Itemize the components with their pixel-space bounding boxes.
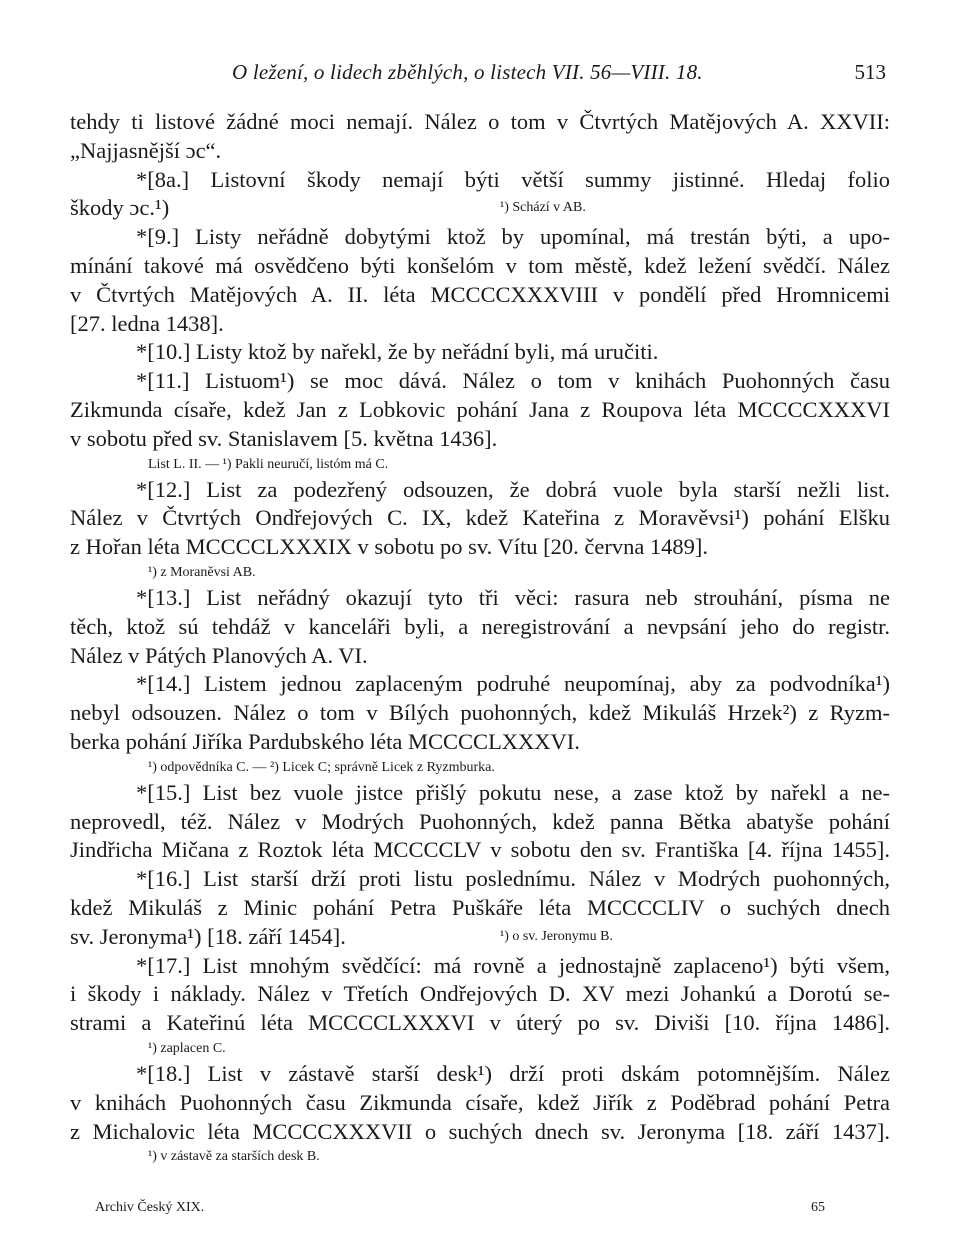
page-header — [0, 60, 960, 90]
text-line: i škody i náklady. Nález v Třetích Ondřejových D. XV mezi Johankú a Dorotú se- — [70, 981, 890, 1007]
text-line: z Hořan léta MCCCCLXXXIX v sobotu po sv. Vítu [20. června 1489]. — [70, 534, 709, 560]
page-number: 513 — [854, 60, 886, 84]
text-line: *[10.] Listy ktož by nařekl, že by neřádní byli, má uručiti. — [136, 339, 659, 365]
text-line — [70, 923, 890, 952]
text-line: *[8a.] Listovní škody nemají býti větší summy jistinné. Hledaj folio — [136, 166, 890, 192]
text-line: *[16.] List starší drží proti listu poslednímu. Nález v Modrých puohonných, — [136, 866, 890, 892]
publication-title: Archiv Český XIX. — [95, 1200, 205, 1215]
footnote-line: ¹) v zástavě za starších desk B. — [148, 1149, 320, 1165]
text-line: z Michalovic léta MCCCCXXXVII o suchých dnech sv. Jeronyma [18. září 1437]. — [70, 1118, 890, 1144]
text-line: kdež Mikuláš z Minic pohání Petra Puškáře léta MCCCCLIV o suchých dnech — [70, 894, 890, 920]
footnote-line: ¹) zaplacen C. — [148, 1040, 226, 1056]
text-line: v knihách Puohonných času Zikmunda císaře, kdež Jiřík z Poděbrad pohání Petra — [70, 1089, 890, 1115]
text-line: tehdy ti listové žádné moci nemají. Nález o tom v Čtvrtých Matějových A. XXVII: — [70, 109, 890, 134]
text-line: *[14.] Listem jednou zaplaceným podruhé neupomínaj, aby za podvodníka¹) — [136, 671, 890, 697]
inline-footnote: ¹) Schází v AB. — [500, 200, 586, 216]
text-line: *[12.] List za podezřený odsouzen, že dobrá vuole byla starší nežli list. — [136, 476, 890, 502]
text-line: *[18.] List v zástavě starší desk¹) drží proti dskám potomnějším. Nález — [136, 1060, 890, 1086]
page-footer — [95, 1200, 825, 1216]
text-line: [27. ledna 1438]. — [70, 310, 224, 336]
text-line: Zikmunda císaře, kdež Jan z Lobkovic pohání Jana z Roupova léta MCCCCXXXVI — [70, 396, 890, 422]
text-line: nebyl odsouzen. Nález o tom v Bílých puohonných, kdež Mikuláš Hrzek²) z Ryzm- — [70, 700, 890, 726]
text-line-content: sv. Jeronyma¹) [18. září 1454]. — [70, 923, 346, 949]
text-line: Nález v Pátých Planových A. VI. — [70, 642, 368, 668]
text-line: v sobotu před sv. Stanislavem [5. května 1436]. — [70, 425, 498, 451]
text-line: *[17.] List mnohým svědčící: má rovně a jednostajně zaplaceno¹) býti všem, — [136, 952, 890, 978]
text-line: v Čtvrtých Matějových A. II. léta MCCCCXXXVIII v pondělí před Hromnicemi — [70, 281, 890, 307]
running-title: O ležení, o lidech zběhlých, o listech VII. 56—VIII. 18. — [232, 60, 703, 84]
text-line: strami a Kateřinú léta MCCCCLXXXVI v úterý po sv. Diviši [10. října 1486]. — [70, 1010, 890, 1036]
text-line: *[13.] List neřádný okazují tyto tři věci: rasura neb strouhání, písma ne — [136, 584, 890, 610]
text-line: „Najjasnější ɔc“. — [70, 137, 222, 163]
footnote-line: List L. II. — ¹) Pakli neuručí, listóm má C. — [148, 456, 389, 472]
body-text — [70, 108, 890, 1168]
footnote-line: ¹) z Moraněvsi AB. — [148, 564, 256, 580]
text-line: *[11.] Listuom¹) se moc dává. Nález o tom v knihách Puohonných času — [136, 368, 890, 394]
text-line — [70, 194, 890, 223]
text-line: berka pohání Jiříka Pardubského léta MCCCCLXXXVI. — [70, 728, 580, 754]
text-line: těch, ktož sú tehdáž v kanceláři byli, a neregistrování a nevpsání jeho do registr. — [70, 613, 890, 639]
text-line-content: škody ɔc.¹) — [70, 195, 170, 221]
footnote-line: ¹) odpovědníka C. — ²) Licek C; správně Licek z Ryzmburka. — [148, 759, 495, 775]
sheet-signature: 65 — [811, 1200, 825, 1215]
inline-footnote: ¹) o sv. Jeronymu B. — [500, 928, 613, 944]
text-line: Jindřicha Mičana z Roztok léta MCCCCLV v sobotu den sv. Františka [4. října 1455]. — [70, 837, 890, 863]
text-line: *[9.] Listy neřádně dobytými ktož by upomínal, má trestán býti, a upo- — [136, 224, 890, 250]
text-line: mínání takové má osvědčeno býti konšelóm v tom městě, kdež ležení svědčí. Nález — [70, 252, 890, 278]
text-line: neprovedl, též. Nález v Modrých Puohonných, kdež panna Bětka abatyše pohání — [70, 808, 890, 834]
text-line: Nález v Čtvrtých Ondřejových C. IX, kdež Kateřina z Moravěvsi¹) pohání Elšku — [70, 505, 890, 531]
text-line: *[15.] List bez vuole jistce přišlý pokutu nese, a zase ktož by nařekl a ne- — [136, 779, 890, 805]
